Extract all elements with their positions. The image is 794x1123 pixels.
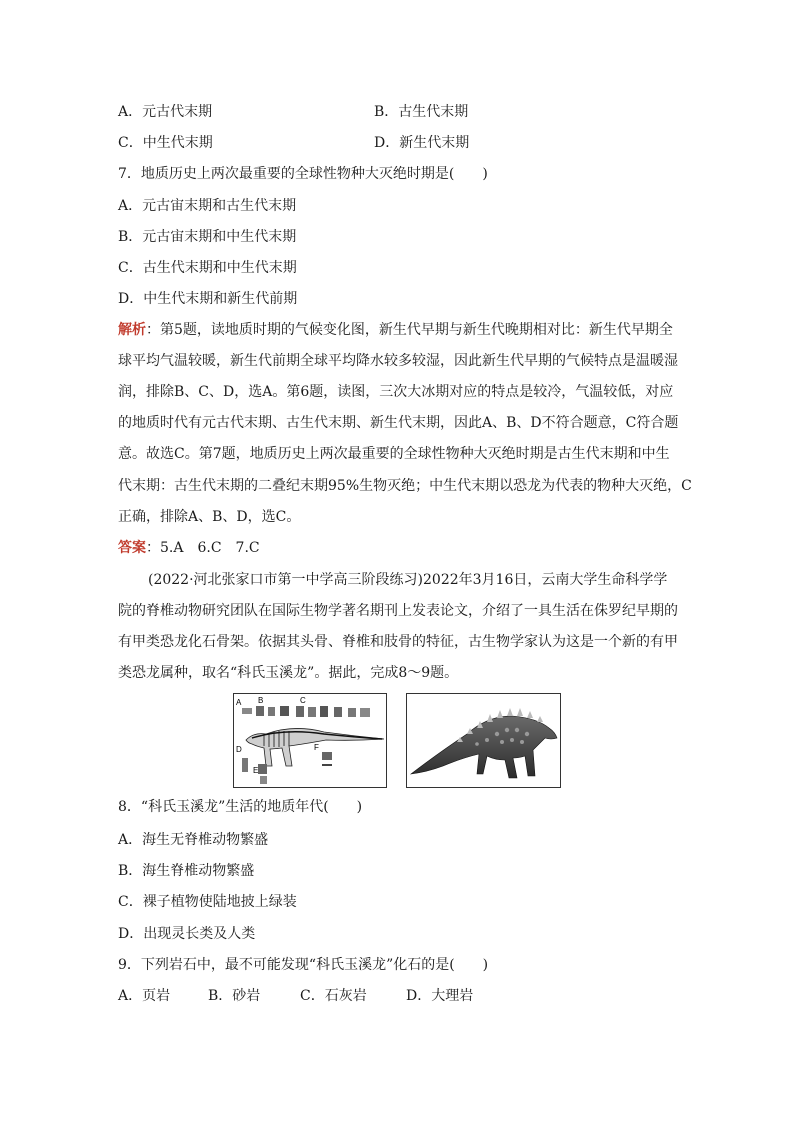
analysis-line-6: 代末期：古生代末期的二叠纪末期95%生物灭绝；中生代末期以恐龙为代表的物种大灭绝，C	[118, 478, 692, 494]
bone-fragment	[268, 707, 275, 716]
passage-line-1: (2022·河北张家口市第一中学高三阶段练习)2022年3月16日，云南大学生命科学学	[148, 572, 668, 588]
figure-label-b: B	[258, 696, 264, 705]
analysis-line-1	[118, 320, 673, 340]
answer-text: ：5.A 6.C 7.C	[146, 540, 260, 556]
bone-fragment	[348, 708, 356, 717]
q6-option-b: B．古生代末期	[374, 104, 469, 120]
q7-stem: 7．地质历史上两次最重要的全球性物种大灭绝时期是( )	[118, 166, 488, 182]
q7-option-d: D．中生代末期和新生代前期	[118, 291, 298, 307]
q9-option-c: C．石灰岩	[300, 988, 367, 1004]
bone-fragment	[360, 708, 370, 717]
dinosaur-reconstruction-figure	[406, 693, 561, 788]
bone-fragment	[322, 764, 332, 766]
figure-label-c: C	[300, 696, 306, 705]
answer-label: 答案	[118, 540, 146, 556]
q9-stem: 9．下列岩石中，最不可能发现“科氏玉溪龙”化石的是( )	[118, 957, 489, 973]
figure-label-a: A	[236, 698, 242, 707]
figure-label-f: F	[314, 743, 319, 752]
q8-option-c: C．裸子植物使陆地披上绿装	[118, 894, 297, 910]
figure-label-d: D	[236, 745, 242, 754]
q6-option-d: D．新生代末期	[374, 135, 470, 151]
bone-fragment	[280, 706, 289, 716]
analysis-line-2: 球平均气温较暖，新生代前期全球平均降水较多较湿，因此新生代早期的气候特点是温暖湿	[118, 353, 678, 369]
bone-fragment	[258, 764, 267, 774]
analysis-label: 解析	[118, 322, 146, 338]
passage-line-3: 有甲类恐龙化石骨架。依据其头骨、脊椎和肢骨的特征，古生物学家认为这是一个新的有甲	[118, 634, 678, 650]
q8-stem: 8．“科氏玉溪龙”生活的地质年代( )	[118, 799, 363, 815]
bone-fragment	[242, 758, 248, 772]
q8-option-b: B．海生脊椎动物繁盛	[118, 863, 255, 879]
q9-option-b: B．砂岩	[208, 988, 261, 1004]
analysis-line-7: 正确，排除A、B、D，选C。	[118, 509, 301, 525]
bone-fragment	[296, 706, 304, 717]
answer-line	[118, 538, 260, 558]
bone-fragment	[320, 706, 328, 717]
passage-line-2: 院的脊椎动物研究团队在国际生物学著名期刊上发表论文，介绍了一具生活在侏罗纪早期的	[118, 603, 678, 619]
q9-option-a: A．页岩	[118, 988, 171, 1004]
bone-fragment	[322, 752, 332, 760]
q6-option-c: C．中生代末期	[118, 135, 213, 151]
analysis-line-5: 意。故选C。第7题，地质历史上两次最重要的全球性物种大灭绝时期是古生代末期和中生	[118, 446, 670, 462]
analysis-text-1: ：第5题，读地质时期的气候变化图，新生代早期与新生代晚期相对比：新生代早期全	[146, 322, 673, 338]
bone-fragment	[260, 776, 267, 784]
q9-option-d: D．大理岩	[406, 988, 474, 1004]
passage-line-4: 类恐龙属种，取名“科氏玉溪龙”。据此，完成8～9题。	[118, 665, 459, 681]
bone-fragment	[308, 707, 316, 717]
q7-option-a: A．元古宙末期和古生代末期	[118, 198, 297, 214]
analysis-line-4: 的地质时代有元古代末期、古生代末期、新生代末期，因此A、B、D不符合题意，C符合题	[118, 415, 679, 431]
q8-option-a: A．海生无脊椎动物繁盛	[118, 832, 269, 848]
bone-fragment	[256, 706, 264, 716]
armored-dinosaur	[411, 716, 557, 778]
q6-option-a: A．元古代末期	[118, 104, 213, 120]
skeleton-illustration	[234, 694, 386, 787]
bone-fragment	[334, 707, 342, 717]
figure-label-e: E	[253, 766, 259, 775]
skeleton-figure	[233, 693, 387, 788]
analysis-line-3: 润，排除B、C、D，选A。第6题，读图，三次大冰期对应的特点是较冷，气温较低，对应	[118, 384, 674, 400]
q8-option-d: D．出现灵长类及人类	[118, 926, 256, 942]
q7-option-b: B．元古宙末期和中生代末期	[118, 229, 297, 245]
q7-option-c: C．古生代末期和中生代末期	[118, 260, 297, 276]
bone-fragment	[242, 708, 252, 714]
dinosaur-reconstruction-illustration	[407, 694, 560, 787]
